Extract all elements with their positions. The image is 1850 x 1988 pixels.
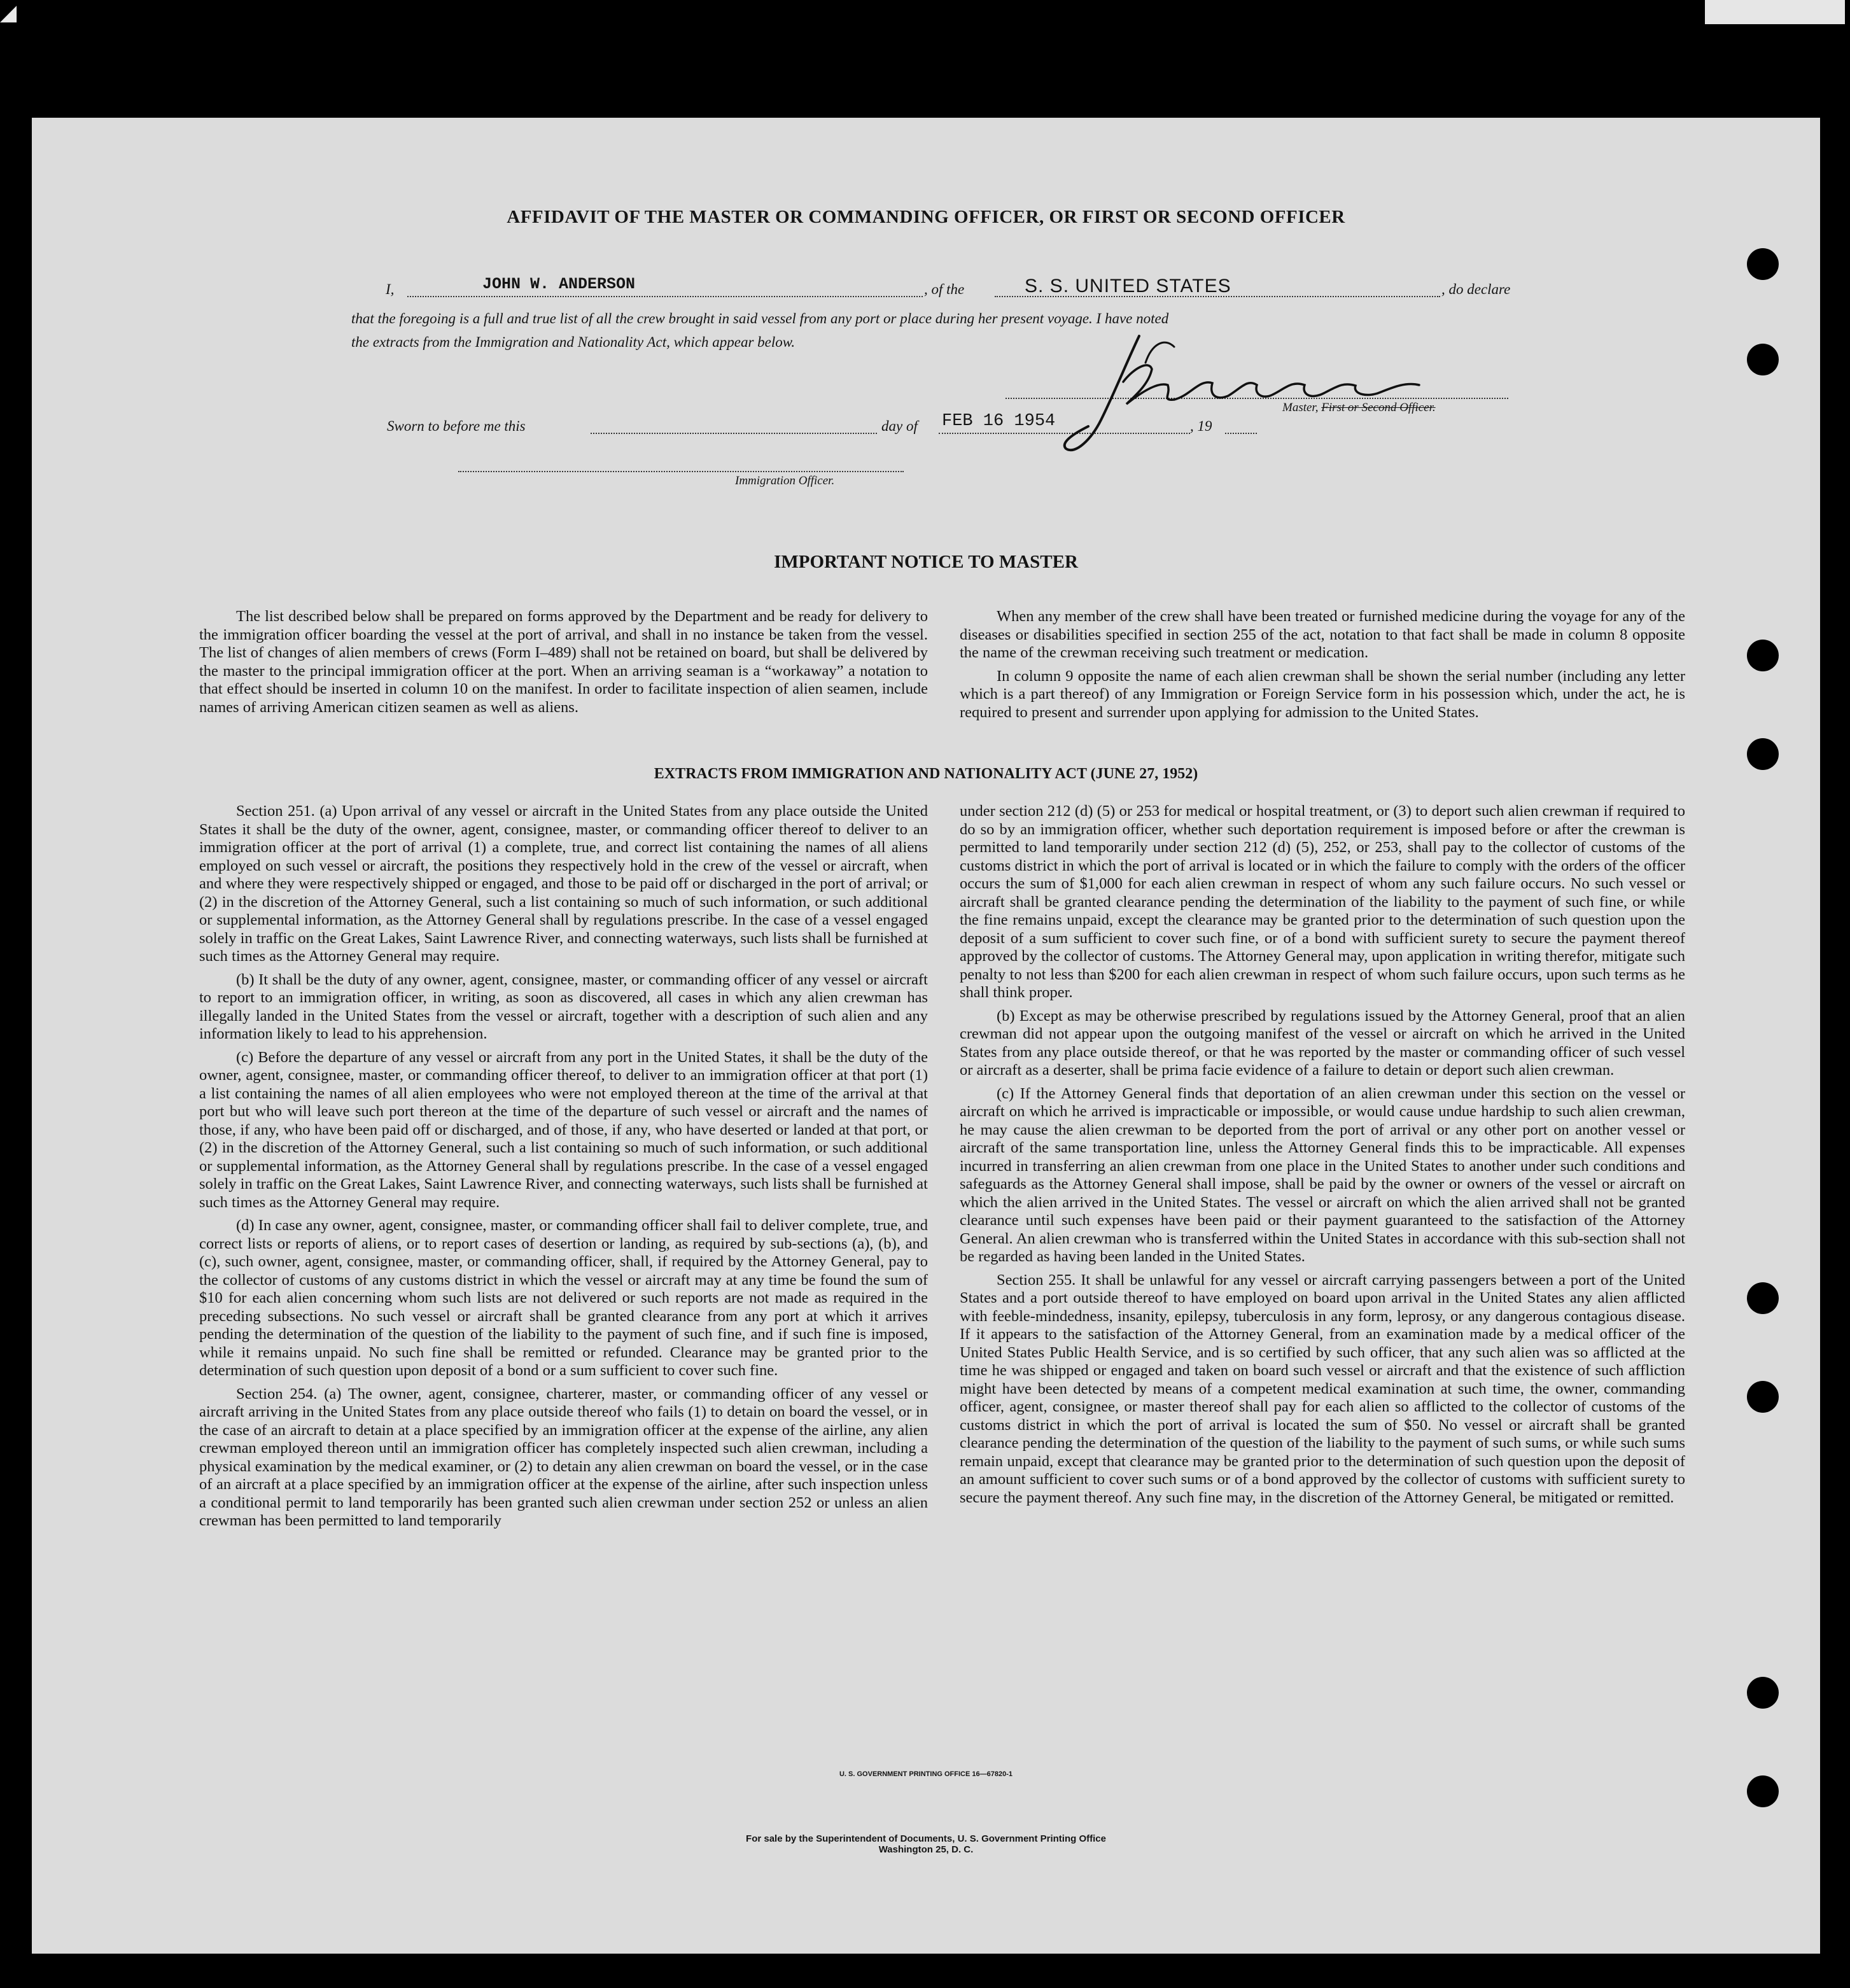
punch-hole bbox=[1747, 1381, 1779, 1413]
punch-hole bbox=[1747, 738, 1779, 770]
notice-title: IMPORTANT NOTICE TO MASTER bbox=[774, 552, 1078, 572]
officer-dotted-line bbox=[458, 471, 904, 472]
notice-paragraph: When any member of the crew shall have been treated or furnished medicine during the voyage for any of the diseases or disabilities specified in section 255 of the act, notation to that fact shall be made in column 8 opposite the name of the crewman receiving such treatment or medication. bbox=[960, 608, 1685, 661]
corner-strip bbox=[1705, 0, 1845, 24]
act-paragraph: (b) Except as may be otherwise prescribed by regulations issued by the Attorney General, proof that an alien crewman did not appear upon the outgoing manifest of the vessel or aircraft on which he arrived in the United States from any place outside thereof, or that he was reported by the master or commanding officer of such vessel or aircraft as a deserter, shall be prima facie evidence of a failure to detain or deport such alien crewman. bbox=[960, 1007, 1685, 1079]
act-paragraph: (c) If the Attorney General finds that deportation of an alien crewman under this section on the vessel or aircraft on which he arrived is impracticable or impossible, or would cause undue hardship to such alien crewman, he may cause the alien crewman to be deported from the port of arrival or any other port on another vessel or aircraft of the same transportation line, unless the Attorney General finds this to be impracticable. All expenses incurred in transferring an alien crewman from one place in the United States to another under such conditions and safeguards as the Attorney General shall impose, shall be paid by the owner or owners of the vessel or aircraft on which the alien arrived in the United States. The vessel or aircraft on which the alien arrived shall not be granted clearance until such expenses have been paid or their payment guaranteed to the satisfaction of the Attorney General. An alien crewman who is transferred within the United States in accordance with this sub-section shall not be regarded as having been landed in the United States. bbox=[960, 1084, 1685, 1265]
extracts-right-column bbox=[960, 802, 1685, 1512]
i-label: I, bbox=[386, 281, 395, 297]
declaration-line-2: the extracts from the Immigration and Nationality Act, which appear below. bbox=[351, 334, 795, 350]
do-declare-label: , do declare bbox=[1441, 281, 1511, 297]
notice-right-column bbox=[960, 608, 1685, 727]
punch-hole bbox=[1747, 344, 1779, 375]
sale-line-1: For sale by the Superintendent of Documents, U. S. Government Printing Office bbox=[746, 1833, 1106, 1844]
year-prefix: , 19 bbox=[1190, 418, 1212, 434]
punch-hole bbox=[1747, 1677, 1779, 1709]
act-paragraph: (d) In case any owner, agent, consignee, master, or commanding officer shall fail to deliver complete, true, and correct lists or reports of aliens, or to report cases of desertion or landing, as required by sub-sections (a), (b), and (c), such owner, agent, consignee, master, or commanding officer, shall, if required by the Attorney General, pay to the collector of customs of any customs district in which the vessel or aircraft may at any time be found the sum of $10 for each alien concerning whom such lists are not delivered or such reports are not made as required in the preceding subsections. No such vessel or aircraft shall be granted clearance from any port at which it arrives pending the determination of the question of the liability to the payment of such fine, and if such fine is imposed, while it remains unpaid. No such fine shall be remitted or refunded. Clearance may be granted prior to the determination of such question upon deposit of a bond or a sum sufficient to cover such fine. bbox=[199, 1217, 928, 1379]
sworn-label: Sworn to before me this bbox=[387, 418, 526, 434]
struck-officer-label: First or Second Officer. bbox=[1321, 401, 1436, 414]
declaration-line-1: that the foregoing is a full and true list of all the crew brought in said vessel from any port or place during her present voyage. I have noted bbox=[351, 311, 1169, 326]
notice-paragraph: In column 9 opposite the name of each alien crewman shall be shown the serial number (including any letter which is a part thereof) of any Immigration or Foreign Service form in his possession which, under the act, he is required to present and surrender upon applying for admission to the United States. bbox=[960, 667, 1685, 721]
sworn-day-dotted-line bbox=[591, 433, 877, 434]
vessel-name: S. S. UNITED STATES bbox=[1025, 276, 1231, 297]
day-of-label: day of bbox=[881, 418, 918, 434]
notice-left-column bbox=[199, 608, 928, 722]
punch-hole bbox=[1747, 640, 1779, 671]
document-page bbox=[32, 118, 1820, 1954]
master-name: JOHN W. ANDERSON bbox=[482, 275, 636, 293]
sale-notice bbox=[32, 1833, 1820, 1855]
act-paragraph: (b) It shall be the duty of any owner, agent, consignee, master, or commanding officer of any vessel or aircraft to report to an immigration officer, in writing, as soon as discovered, all cases in which any alien crewman has illegally landed in the United States from the vessel or aircraft, together with a description of such alien and any information likely to lead to his apprehension. bbox=[199, 970, 928, 1042]
act-paragraph: Section 254. (a) The owner, agent, consignee, charterer, master, or commanding officer of any vessel or aircraft arriving in the United States from any place outside thereof who fails (1) to detain on board the vessel, or in the case of an aircraft to detain at a place specified by an immigration officer at the expense of the airline, any alien crewman employed thereon until an immigration officer has completely inspected such alien crewman, including a physical examination by the medical examiner, or (2) to detain any alien crewman on board the vessel, or in the case of an aircraft at a place specified by an immigration officer at the expense of the airline, after such inspection unless a conditional permit to land temporarily has been granted such alien crewman under section 252 or unless an alien crewman has been permitted to land temporarily bbox=[199, 1385, 928, 1529]
extracts-title: EXTRACTS FROM IMMIGRATION AND NATIONALITY ACT (JUNE 27, 1952) bbox=[654, 766, 1198, 782]
notice-paragraph: The list described below shall be prepared on forms approved by the Department and be ready for delivery to the immigration officer boarding the vessel at the port of arrival, and shall in no instance be taken from the vessel. The list of changes of alien members of crews (Form I–489) shall not be retained on board, but shall be delivered by the master to the principal immigration officer at the port. When an arriving seaman is a “workaway” a notation to that effect should be inserted in column 10 on the manifest. In order to facilitate inspection of alien seamen, include names of arriving American citizen seamen as well as aliens. bbox=[199, 608, 928, 716]
immigration-officer-label: Immigration Officer. bbox=[735, 474, 835, 487]
corner-mark: ◢ bbox=[0, 1, 17, 25]
of-the-label: , of the bbox=[924, 281, 965, 297]
sale-line-2: Washington 25, D. C. bbox=[878, 1844, 974, 1855]
act-paragraph: Section 255. It shall be unlawful for any vessel or aircraft carrying passengers between a port of the United States and a port outside thereof to have employed on board upon arrival in the United States any alien afflicted with feeble-mindedness, insanity, epilepsy, tuberculosis in any form, leprosy, or any dangerous contagious disease. If it appears to the satisfaction of the Attorney General, from an examination made by a medical officer of the United States Public Health Service, and is so certified by such officer, that any such alien was so afflicted at the time he was shipped or engaged and taken on board such vessel or aircraft and that the existence of such affliction might have been detected by means of a competent medical examination at such time, the owner, commanding officer, agent, consignee, or master thereof shall pay for each alien so afflicted to the collector of customs of the customs district in which the port of arrival is located the sum of $50. No vessel or aircraft shall be granted clearance pending the determination of the question of the liability to the payment of such sums, or while such sums remain unpaid, except that clearance may be granted prior to the determination of such question upon the deposit of an amount sufficient to cover such sums or of a bond approved by the collector of customs with sufficient surety to secure the payment thereof. Any such fine may, in the discretion of the Attorney General, be mitigated or remitted. bbox=[960, 1271, 1685, 1506]
handwritten-signature bbox=[1037, 325, 1527, 465]
punch-hole bbox=[1747, 248, 1779, 280]
name-dotted-line bbox=[407, 296, 923, 297]
sworn-date: FEB 16 1954 bbox=[942, 412, 1056, 431]
act-paragraph: (c) Before the departure of any vessel or aircraft from any port in the United States, it shall be the duty of the owner, agent, consignee, master, or commanding officer thereof, to deliver to an immigration officer at that port (1) a list containing the names of all alien employees who were not employed thereon at the time of the arrival at that port but who will leave such port thereon at the time of the departure of such vessel or aircraft and the names of those, if any, who have been paid off or discharged, and of those, if any, who have deserted or landed at that port, or (2) in the discretion of the Attorney General, such a list containing so much of such information, or such additional or supplemental information, as the Attorney General shall by regulations prescribe. In the case of a vessel engaged solely in traffic on the Great Lakes, Saint Lawrence River, and connecting waterways, such lists shall be furnished at such times as the Attorney General may require. bbox=[199, 1048, 928, 1211]
printer-imprint: U. S. GOVERNMENT PRINTING OFFICE 16—67820-1 bbox=[839, 1770, 1013, 1778]
master-label-text: Master, bbox=[1282, 401, 1319, 414]
affidavit-title: AFFIDAVIT OF THE MASTER OR COMMANDING OFFICER, OR FIRST OR SECOND OFFICER bbox=[507, 207, 1345, 227]
extracts-left-column bbox=[199, 802, 928, 1536]
punch-hole bbox=[1747, 1775, 1779, 1807]
punch-hole bbox=[1747, 1282, 1779, 1314]
act-paragraph: under section 212 (d) (5) or 253 for medical or hospital treatment, or (3) to deport such alien crewman if required to do so by an immigration officer, whether such deportation requirement is imposed before or after the crewman is permitted to land temporarily under section 212 (d) (5), 252, or 253, shall pay to the collector of customs of the customs district in which the port of arrival is located or in which the failure to comply with the orders of the officer occurs the sum of $1,000 for each alien crewman in respect of whom any such failure occurs. No such vessel or aircraft shall be granted clearance pending the determination of the liability to the payment of such fine, or while the fine remains unpaid, except the clearance may be granted prior to the determination of such question upon the deposit of a sum sufficient to cover such fine, or of a bond with sufficient surety to secure the payment thereof approved by the collector of customs. The Attorney General may, upon application in writing therefor, mitigate such penalty to not less than $200 for each alien crewman in respect of whom such failure occurs, upon such terms as he shall think proper. bbox=[960, 802, 1685, 1001]
act-paragraph: Section 251. (a) Upon arrival of any vessel or aircraft in the United States from any place outside the United States it shall be the duty of the owner, agent, consignee, master, or commanding officer thereof to deliver to an immigration officer at the port of arrival (1) a complete, true, and correct list containing the names of all aliens employed on such vessel or aircraft, the positions they respectively hold in the crew of the vessel or aircraft, when and where they were respectively shipped or engaged, and those to be paid off or discharged in the port of arrival; or (2) in the discretion of the Attorney General, such a list containing so much of such information, or such additional or supplemental information, as the Attorney General shall by regulations prescribe. In the case of a vessel engaged solely in traffic on the Great Lakes, Saint Lawrence River, and connecting waterways, such lists shall be furnished at such times as the Attorney General may require. bbox=[199, 802, 928, 965]
